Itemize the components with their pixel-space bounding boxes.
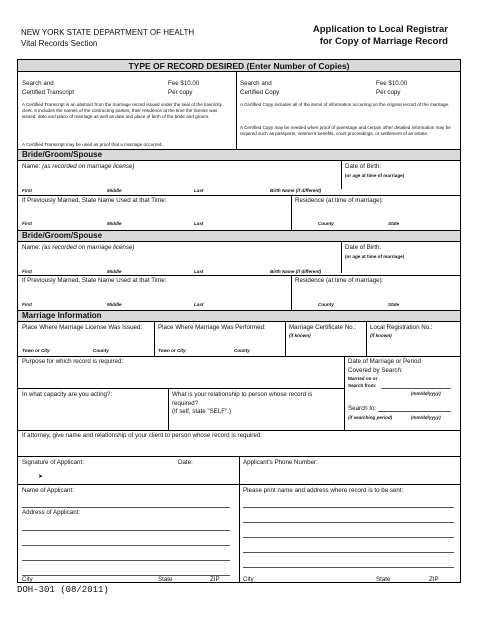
relationship-line1: What is your relationship to person whose record is [172,391,313,398]
divider [344,356,345,430]
department-name: NEW YORK STATE DEPARTMENT OF HEALTH [21,28,195,37]
send-to-line-2[interactable] [243,522,454,523]
divider [239,456,240,583]
spouse1-name-hint: (as recorded on marriage license) [41,163,135,170]
date-field[interactable]: Date: [178,459,193,466]
transcript-fee-amount: Fee $10.00 [168,80,200,87]
divider [168,388,169,430]
divider [291,195,292,230]
address-line-3[interactable] [22,560,230,561]
spouse1-birth-name-label: Birth Name (if different) [270,188,322,193]
transcript-description: A Certified Transcript is an abstract from the marriage record issued under the seal of the town/city clerk. It includes the names of the contracting parties, their residence at the time the license was issued, date and place of marriage as well as date and place of birth of the bride and groom. [22,102,222,119]
send-to-line-4[interactable] [243,552,454,553]
spouse1-prev-last: Last [194,221,204,226]
record-type-heading: TYPE OF RECORD DESIRED (Enter Number of Copies) [128,61,350,71]
section-name: Vital Records Section [21,39,98,48]
spouse2-name-hint: (as recorded on marriage license) [41,244,135,251]
certificate-if-known: (if known) [289,333,311,338]
form-title-line1: Application to Local Registrar [312,24,448,35]
send-zip-label: ZIP [429,576,439,583]
spouse1-county-label: County [318,221,334,226]
search-to-label: Search to: [348,405,377,412]
address-line-2[interactable] [22,545,230,546]
divider [18,195,460,196]
performed-town-label: Town or City [158,348,186,353]
spouse1-heading: Bride/Groom/Spouse [22,150,103,159]
date-period-line1: Date of Marriage or Period [348,358,421,365]
spouse2-prev-name-field[interactable]: If Previously Married, State Name Used at that Time: [22,277,167,284]
spouse1-state-label: State [388,221,400,226]
spouse2-residence-field[interactable]: Residence (at time of marriage): [295,277,384,284]
spouse2-dob-field[interactable]: Date of Birth: [345,244,382,251]
relationship-field[interactable] [172,391,312,417]
capacity-field[interactable]: In what capacity are you acting?: [22,391,113,398]
send-state-label: State [376,576,391,583]
transcript-label-line1: Search and [22,80,54,87]
divider [285,322,286,356]
transcript-per-copy: Per copy [168,88,193,96]
form-title [313,24,448,48]
spouse2-prev-middle: Middle [107,302,122,307]
record-type-divider [236,72,237,149]
spouse2-first-label: First [22,269,32,274]
spouse2-prev-last: Last [194,302,204,307]
search-from-label: Search from: [348,383,377,388]
spouse1-name-field[interactable] [22,163,134,171]
search-to-hint: (if searching period) [348,415,393,420]
applicant-address-label: Address of Applicant: [22,509,81,516]
spouse2-name-label: Name: [22,244,42,251]
spouse1-dob-field[interactable] [345,163,381,171]
license-issued-field[interactable]: Place Where Marriage License Was Issued: [22,324,143,331]
spouse2-name-field[interactable] [22,244,134,252]
divider [18,484,460,485]
spouse2-dob-hint: (or age at time of marriage) [345,254,405,259]
certificate-no-field[interactable]: Marriage Certificate No.: [289,324,357,331]
date-period-line2: Covered by Search: [348,366,403,374]
purpose-field[interactable]: Purpose for which record is required: [22,358,124,365]
applicant-name-field[interactable]: Name of Applicant: [22,487,74,494]
performed-field[interactable]: Place Where Marriage Was Performed: [158,324,266,331]
copy-fee-amount: Fee $10.00 [376,80,408,87]
spouse1-first-label: First [22,188,32,193]
department-header [21,27,194,49]
send-city-label: City [243,576,254,583]
spouse2-middle-label: Middle [107,269,122,274]
spouse1-residence-field[interactable]: Residence (at time of marriage): [295,197,384,204]
spouse2-county-label: County [318,302,334,307]
copy-uses-note: A Certified Copy may be needed when proof of parentage and certain other detailed information may be required such as passports, veteran's benefits, court proceedings, or settlement of an estate. [240,125,451,136]
spouse2-heading: Bride/Groom/Spouse [22,231,103,240]
send-to-field[interactable]: Please print name and address where record is to be sent: [243,487,404,494]
spouse1-middle-label: Middle [107,188,122,193]
address-line-1[interactable] [22,530,230,531]
copy-label-line1: Search and [240,80,272,87]
signature-field[interactable]: Signature of Applicant: [22,459,84,466]
application-form [17,59,461,583]
copy-label-line2: Certified Copy [240,88,280,96]
send-to-line-5[interactable] [243,567,454,568]
copy-per-copy: Per copy [376,88,401,96]
divider [341,161,342,189]
divider [18,388,344,389]
spouse1-prev-name-field[interactable]: If Previously Married, State Name Used at that Time: [22,197,167,204]
spouse1-name-label: Name: [22,163,42,170]
divider [18,275,460,276]
phone-field[interactable]: Applicant's Phone Number: [243,459,318,466]
copy-description: A Certified Copy includes all of the items of information occurring on the original record of the marriage. [240,102,450,107]
search-to-format: (mm/dd/yyyy) [411,415,441,420]
applicant-zip-label: ZIP [210,576,220,583]
divider [18,356,460,357]
send-to-line-3[interactable] [243,537,454,538]
transcript-label[interactable] [22,80,74,97]
spouse2-birth-name-label: Birth Name (if different) [270,269,322,274]
license-county-label: County [93,348,109,353]
address-line-4[interactable] [22,575,230,576]
send-to-line-1[interactable] [243,507,454,508]
divider [366,322,367,356]
signature-arrow-icon: ➤ [38,474,44,480]
date-period-label [348,358,421,375]
spouse1-last-label: Last [194,188,204,193]
spouse2-prev-first: First [22,302,32,307]
copy-fee [376,80,407,97]
transcript-fee [168,80,199,97]
form-number: DOH-301 (08/2011) [17,585,109,595]
performed-county-label: County [234,348,250,353]
search-from-input[interactable] [381,388,451,389]
transcript-proof-note: A Certified Transcript may be used as proof that a marriage occurred. [22,142,163,147]
search-to-input[interactable] [378,411,451,412]
copy-label[interactable] [240,80,279,97]
spouse1-prev-middle: Middle [107,221,122,226]
search-from-format: (mm/dd/yyyy) [411,391,441,396]
divider [291,275,292,310]
divider [154,322,155,356]
registration-if-known: (if known) [370,333,392,338]
spouse1-prev-first: First [22,221,32,226]
spouse1-dob-label: Date of Birth: [345,163,382,170]
divider [341,242,342,273]
form-title-line2: for Copy of Marriage Record [319,36,448,47]
applicant-name-line[interactable] [22,507,230,508]
relationship-line3: (If self, state "SELF".) [172,408,232,415]
registration-no-field[interactable]: Local Registration No.: [370,324,433,331]
married-on-label: Married on or [348,376,378,381]
spouse1-dob-hint: (or age at time of marriage) [345,173,405,178]
applicant-state-label: State [158,576,173,583]
relationship-line2: required? [172,399,199,407]
spouse2-last-label: Last [194,269,204,274]
divider [18,430,460,431]
transcript-label-line2: Certified Transcript [22,88,74,96]
spouse2-state-label: State [388,302,400,307]
attorney-field[interactable]: If attorney, give name and relationship of your client to person whose record is required: [22,432,262,439]
applicant-city-label: City [22,576,33,583]
license-town-label: Town or City [22,348,50,353]
marriage-heading: Marriage Information [22,311,102,320]
